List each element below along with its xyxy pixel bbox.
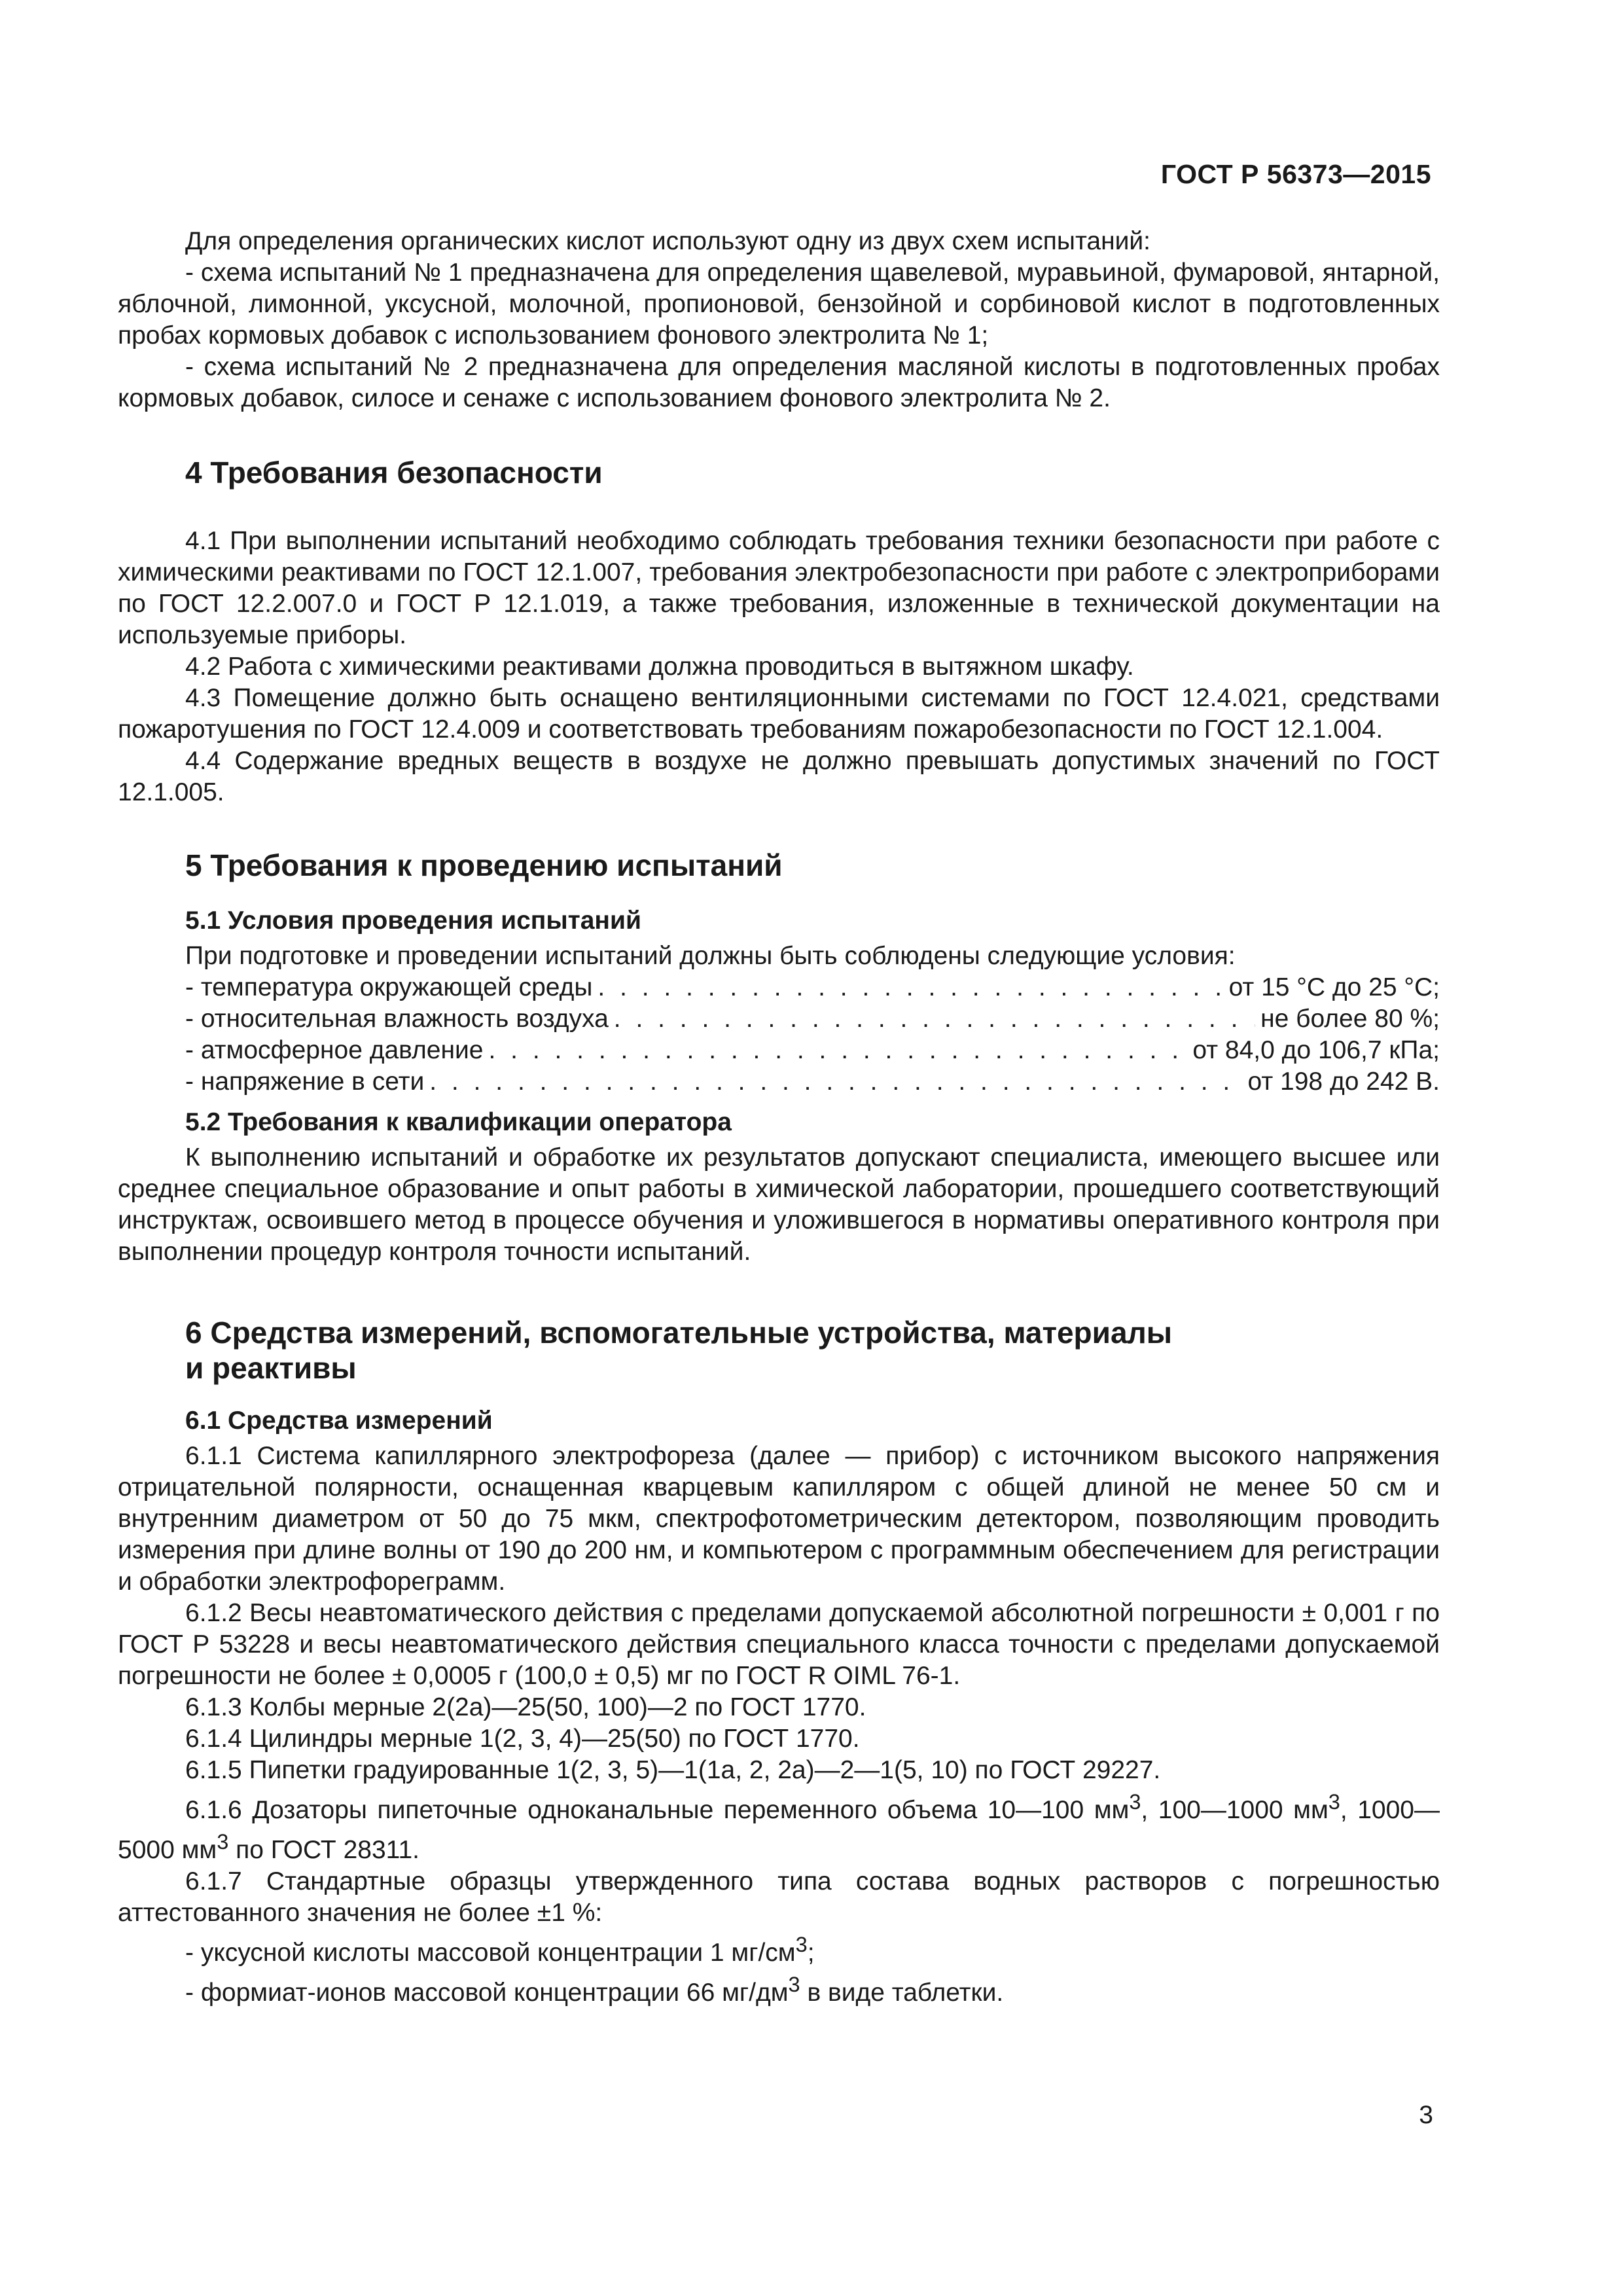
text-run: в виде таблетки.: [800, 1979, 1004, 2007]
intro-scheme-2: - схема испытаний № 2 предназначена для определения масляной кислоты в подготовленных пробах кормовых добавок, силосе и сенаже с использованием фонового электролита № 2.: [118, 353, 1440, 412]
section-6-heading: [118, 1315, 1440, 1386]
document-code-header: ГОСТ Р 56373—2015: [1160, 159, 1431, 189]
condition-label: - температура окружающей среды: [185, 973, 593, 1001]
paragraph-4-3: 4.3 Помещение должно быть оснащено вентиляционными системами по ГОСТ 12.4.021, средствами пожаротушения по ГОСТ 12.4.009 и соответствовать требованиям пожаробезопасности по ГОСТ 12.1.004.: [118, 684, 1440, 744]
paragraph-5-2: К выполнению испытаний и обработке их результатов допускают специалиста, имеющего высшее или среднее специальное образование и опыт работы в химической лаборатории, прошедшего соответствующий инструктаж, освоившего метод в процессе обучения и уложившегося в нормативы оперативного контроля при выполнении процедур контроля точности испытаний.: [118, 1143, 1440, 1266]
intro-paragraph: Для определения органических кислот используют одну из двух схем испытаний:: [185, 227, 1151, 255]
paragraph-4-4: 4.4 Содержание вредных веществ в воздухе не должно превышать допустимых значений по ГОСТ 12.1.005.: [118, 747, 1440, 806]
conditions-lead: При подготовке и проведении испытаний должны быть соблюдены следующие условия:: [185, 942, 1236, 970]
condition-value: от 198 до 242 В.: [1247, 1067, 1440, 1096]
superscript: 3: [217, 1830, 229, 1854]
condition-value: от 84,0 до 106,7 кПа;: [1192, 1036, 1440, 1064]
section-4-heading: 4 Требования безопасности: [185, 456, 603, 490]
section-6-heading-line-2: и реактивы: [185, 1351, 357, 1385]
section-5-heading: 5 Требования к проведению испытаний: [185, 848, 783, 882]
text-run: ;: [807, 1939, 815, 1967]
paragraph-6-1-1: 6.1.1 Система капиллярного электрофореза (далее — прибор) с источником высокого напряжения отрицательной полярности, оснащенная кварцевым капилляром с общей длиной не менее 50 см и внутренним диаметром от 50 до 75 мкм, спектрофотометрическим детектором, позволяющим проводить измерения при длине волны от 190 до 200 нм, и компьютером с программным обеспечением для регистрации и обработки электрофореграмм.: [118, 1442, 1440, 1596]
section-6-heading-line-1: 6 Средства измерений, вспомогательные устройства, материалы: [185, 1316, 1173, 1350]
superscript: 3: [1129, 1790, 1141, 1814]
superscript: 3: [795, 1933, 808, 1956]
text-run: - уксусной кислоты массовой концентрации 1 мг/см: [185, 1939, 796, 1967]
condition-humidity: [118, 1003, 1440, 1035]
paragraph-6-1-4: 6.1.4 Цилиндры мерные 1(2, 3, 4)—25(50) по ГОСТ 1770.: [185, 1725, 860, 1753]
condition-temperature: [118, 972, 1440, 1003]
text-run: - формиат-ионов массовой концентрации 66 мг/дм: [185, 1979, 789, 2007]
text-run: , 100—1000 мм: [1141, 1796, 1329, 1824]
page-number: 3: [1419, 2101, 1433, 2129]
list-item-acetic-acid: [118, 1929, 1440, 1969]
dot-leader: [597, 972, 1223, 1003]
condition-label: - атмосферное давление: [185, 1036, 484, 1064]
dot-leader: [614, 1003, 1255, 1035]
condition-value: не более 80 %;: [1260, 1005, 1440, 1033]
intro-scheme-1: - схема испытаний № 1 предназначена для определения щавелевой, муравьиной, фумаровой, янтарной, яблочной, лимонной, уксусной, молочной, пропионовой, бензойной и сорбиновой кислот в подготовленных пробах кормовых добавок с использованием фонового электролита № 1;: [118, 259, 1440, 350]
text-run: 6.1.6 Дозаторы пипеточные одноканальные переменного объема 10—100 мм: [185, 1796, 1130, 1824]
dot-leader: [488, 1035, 1187, 1066]
paragraph-6-1-7: 6.1.7 Стандартные образцы утвержденного типа состава водных растворов с погрешностью аттестованного значения не более ±1 %:: [118, 1867, 1440, 1927]
subsection-5-2-heading: 5.2 Требования к квалификации оператора: [185, 1108, 732, 1136]
paragraph-6-1-3: 6.1.3 Колбы мерные 2(2а)—25(50, 100)—2 по ГОСТ 1770.: [185, 1693, 866, 1721]
superscript: 3: [788, 1973, 800, 1996]
subsection-6-1-heading: 6.1 Средства измерений: [185, 1407, 493, 1435]
paragraph-6-1-2: 6.1.2 Весы неавтоматического действия с пределами допускаемой абсолютной погрешности ± 0,001 г по ГОСТ Р 53228 и весы неавтоматического действия специального класса точности с пределами допускаемой погрешности не более ± 0,0005 г (100,0 ± 0,5) мг по ГОСТ R OIML 76-1.: [118, 1599, 1440, 1690]
text-run: по ГОСТ 28311.: [228, 1836, 419, 1864]
condition-label: - относительная влажность воздуха: [185, 1005, 609, 1033]
paragraph-6-1-6: [118, 1786, 1440, 1866]
condition-value: от 15 °С до 25 °С;: [1228, 973, 1440, 1001]
page-content: [118, 226, 1440, 2009]
paragraph-6-1-5: 6.1.5 Пипетки градуированные 1(2, 3, 5)—1(1а, 2, 2а)—2—1(5, 10) по ГОСТ 29227.: [185, 1756, 1161, 1784]
condition-label: - напряжение в сети: [185, 1067, 425, 1096]
superscript: 3: [1328, 1790, 1340, 1814]
paragraph-4-2: 4.2 Работа с химическими реактивами должна проводиться в вытяжном шкафу.: [185, 653, 1134, 681]
dot-leader: [429, 1066, 1242, 1098]
list-item-formate-ions: [118, 1969, 1440, 2009]
condition-pressure: [118, 1035, 1440, 1066]
text-run: , 1000—5000 мм: [118, 1796, 1440, 1864]
paragraph-4-1: 4.1 При выполнении испытаний необходимо соблюдать требования техники безопасности при работе с химическими реактивами по ГОСТ 12.1.007, требования электробезопасности при работе с электроприборами по ГОСТ 12.2.007.0 и ГОСТ Р 12.1.019, а также требования, изложенные в технической документации на используемые приборы.: [118, 527, 1440, 649]
condition-voltage: [118, 1066, 1440, 1098]
subsection-5-1-heading: 5.1 Условия проведения испытаний: [185, 906, 641, 935]
